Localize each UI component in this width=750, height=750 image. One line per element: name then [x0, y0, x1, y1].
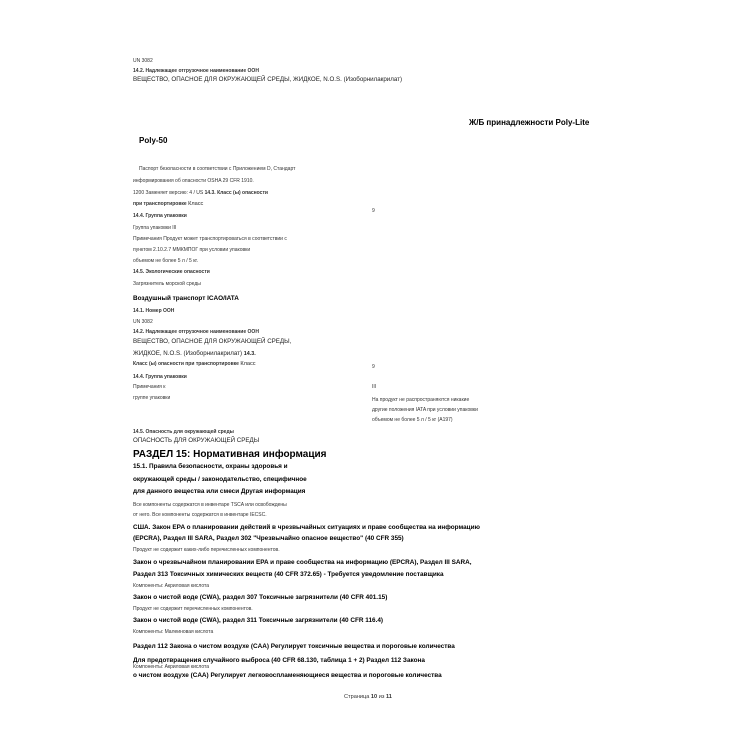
air-class-line — [133, 362, 256, 368]
air-env-heading: 14.5. Опасность для окружающей среды — [133, 429, 234, 435]
cwa-311-heading: Закон о чистой воде (CWA), раздел 311 Токсичные загрязнители (40 CFR 116.4) — [133, 617, 384, 624]
air-class-heading: Класс (ы) опасности при транспортировке — [133, 361, 239, 367]
packing-group-heading: 14.4. Группа упаковки — [133, 213, 187, 219]
epa-313-heading: Раздел 313 Токсичных химических веществ (40 CFR 372.65) - Требуется уведомление поставщика — [133, 571, 444, 578]
page-current: 10 — [370, 694, 378, 700]
version-text: 1200 Заменяет версию: 4 / US — [133, 190, 204, 196]
air-un-heading: 14.1. Номер ООН — [133, 308, 175, 314]
cwa-307-note: Продукт не содержит перечисленных компонентов. — [133, 606, 253, 612]
sds-line — [133, 191, 268, 196]
un-number: UN 3082 — [133, 58, 153, 64]
company-name: Ж/Б принадлежности Poly-Lite — [469, 118, 590, 127]
sds-line: информирования об опасности OSHA 29 CFR 1910. — [133, 178, 254, 184]
cwa-307-heading: Закон о чистой воде (CWA), раздел 307 Токсичные загрязнители (40 CFR 401.15) — [133, 594, 388, 601]
air-pg-heading: 14.4. Группа упаковки — [133, 374, 187, 380]
sds-line — [133, 202, 203, 208]
air-name-value — [133, 351, 256, 357]
sds-line: Паспорт безопасности в соответствии с Приложением D, Стандарт — [139, 166, 296, 172]
hazard-class-heading-cont: при транспортировке — [133, 201, 187, 207]
air-remarks-text: объемом не более 5 л / 5 кг (A197) — [372, 417, 453, 423]
remarks-line: объемом не более 5 л / 5 кг. — [133, 258, 198, 264]
air-name-heading: 14.2. Надлежащее отгрузочное наименование ООН — [133, 329, 259, 335]
air-remarks-label: группе упаковки — [133, 395, 171, 401]
epa-302-heading: (EPCRA), Раздел III SARA, Раздел 302 "Чрезвычайно опасное вещество" (40 CFR 355) — [133, 535, 404, 542]
class-value: 9 — [372, 208, 375, 214]
page-number — [344, 695, 392, 701]
tsca-note: от него. Все компоненты содержатся в инвентаре IECSC. — [133, 512, 267, 518]
remarks-line: пунктом 2.10.2.7 ММКМПОГ при условии упаковки — [133, 247, 251, 253]
remarks-line: Примечания Продукт может транспортироваться в соответствии с — [133, 236, 287, 242]
page-prefix: Страница — [344, 694, 370, 700]
air-name-value-cont: ЖИДКОЕ, N.O.S. (Изоборнилакрилат) — [133, 350, 243, 357]
env-hazards-heading: 14.5. Экологические опасности — [133, 269, 210, 275]
class-label: Класс — [188, 201, 204, 207]
air-remarks-text: другие положения IATA при условии упаковки — [372, 407, 478, 413]
page-total: 11 — [385, 694, 392, 700]
page-of: из — [378, 694, 385, 700]
section-15-1-heading: для данного вещества или смеси Другая информация — [133, 488, 306, 495]
air-class-value: 9 — [372, 364, 375, 370]
section-15-title: РАЗДЕЛ 15: Нормативная информация — [133, 449, 327, 460]
epa-313-note: Компоненты: Акриловая кислота — [133, 583, 210, 589]
caa-112-heading: Раздел 112 Закона о чистом воздухе (CAA) Регулирует токсичные вещества и пороговые количества — [133, 643, 455, 650]
air-class-label: Класс — [240, 361, 256, 367]
product-name: Poly-50 — [139, 136, 168, 145]
section-15-1-heading: окружающей среды / законодательство, специфичное — [133, 476, 307, 483]
air-pg-value: III — [372, 384, 377, 390]
air-transport-heading: Воздушный транспорт ICAO/IATA — [133, 295, 239, 302]
caa-112-overlap-note: Компоненты: Акриловая кислота — [133, 664, 210, 670]
packing-group-value: Группа упаковки III — [133, 225, 177, 231]
section-15-1-heading: 15.1. Правила безопасности, охраны здоровья и — [133, 463, 288, 470]
tsca-note: Все компоненты содержатся в инвентаре TSCA или освобождены — [133, 502, 287, 508]
epa-313-heading: Закон о чрезвычайном планировании EPA и праве сообщества на информацию (EPCRA), Раздел III SARA, — [133, 559, 472, 566]
air-env-value: ОПАСНОСТЬ ДЛЯ ОКРУЖАЮЩЕЙ СРЕДЫ — [133, 437, 260, 444]
epa-302-heading: США. Закон EPA о планировании действий в чрезвычайных ситуациях и праве сообщества на информацию — [133, 524, 480, 531]
air-class-number: 14.3. — [243, 351, 256, 357]
air-un-value: UN 3082 — [133, 319, 153, 325]
cwa-311-note: Компоненты: Малеиновая кислота — [133, 629, 214, 635]
air-remarks-label: Примечания к — [133, 384, 166, 390]
epa-302-note: Продукт не содержит каких-либо перечисленных компонентов. — [133, 547, 280, 553]
air-remarks-text: На продукт не распространяются никакие — [372, 397, 470, 403]
hazard-class-heading: 14.3. Класс (ы) опасности — [204, 190, 268, 196]
caa-112-heading: Для предотвращения случайного выброса (40 CFR 68.130, таблица 1 + 2) Раздел 112 Закона — [133, 657, 425, 664]
shipping-name-heading: 14.2. Надлежащее отгрузочное наименование ООН — [133, 68, 259, 74]
shipping-name-value: ВЕЩЕСТВО, ОПАСНОЕ ДЛЯ ОКРУЖАЮЩЕЙ СРЕДЫ, ЖИДКОЕ, N.O.S. (Изоборнилакрилат) — [133, 76, 403, 83]
caa-112-heading: о чистом воздухе (CAA) Регулирует легковоспламеняющиеся вещества и пороговые количества — [133, 672, 442, 679]
air-name-value: ВЕЩЕСТВО, ОПАСНОЕ ДЛЯ ОКРУЖАЮЩЕЙ СРЕДЫ, — [133, 338, 292, 345]
env-hazards-value: Загрязнитель морской среды — [133, 281, 201, 287]
